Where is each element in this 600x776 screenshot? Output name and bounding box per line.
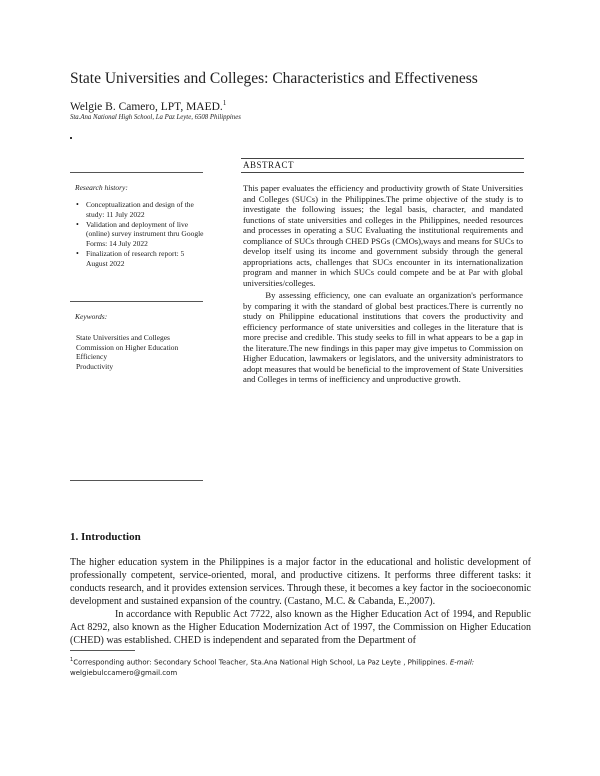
sidebar-bottom-rule xyxy=(70,480,203,481)
author-affiliation: Sta.Ana National High School, La Paz Leyte, 6508 Philippines xyxy=(70,114,241,121)
sidebar-top-rule xyxy=(70,172,203,173)
research-history-label: Research history: xyxy=(75,183,128,192)
keyword-item: Efficiency xyxy=(76,352,108,362)
abstract-top-rule xyxy=(241,158,524,159)
keyword-item: State Universities and Colleges xyxy=(76,333,170,342)
keywords-top-rule xyxy=(70,301,203,302)
keyword-item: Commission on Higher Education xyxy=(76,342,179,352)
abstract-paragraph: This paper evaluates the efficiency and productivity growth of State Universities and Colleges (SUCs) in the Philippines.The prime objective of the study is to investigate the following issues; the legal basis, character, and mandated functions of state universities and colleges in the Philippines, needed resources and processes in operating a SUC Evaluating the institutional requirements and compliance of SUCs through CHED PSGs (CMOs),ways and means for SUCs to develop itself using its income and government subsidy through the general appropriations acts, challenges that SUCs encounter in its internationalization program and manner in which SUCs could compete and be at Par with global universities/colleges. xyxy=(243,183,523,288)
research-history-item: • Finalization of research report: 5 August 2022 xyxy=(76,249,204,269)
footnote-text: Corresponding author: Secondary School Teacher, Sta.Ana National High School, La Paz Leyte , Philippines. xyxy=(73,658,448,667)
stray-dot xyxy=(70,137,72,139)
footnote-mark: 1 xyxy=(70,657,74,663)
footnote-email-label: E-mail: xyxy=(449,658,475,667)
research-history-item: • Validation and deployment of live (online) survey instrument thru Google Forms: 14 July 2022 xyxy=(76,220,204,249)
author-footnote-mark: 1 xyxy=(222,99,227,107)
footnote-rule xyxy=(70,650,135,651)
introduction-heading: 1. Introduction xyxy=(70,531,141,543)
abstract-heading-rule xyxy=(241,172,524,173)
footnote-email[interactable]: welgiebulccamero@gmail.com xyxy=(70,669,178,678)
footnote xyxy=(70,655,530,679)
paper-title: State Universities and Colleges: Characteristics and Effectiveness xyxy=(70,70,478,87)
abstract-body xyxy=(243,183,523,385)
research-history-list xyxy=(76,200,204,269)
abstract-heading: ABSTRACT xyxy=(243,160,295,170)
keywords-label: Keywords: xyxy=(75,312,108,321)
keyword-item: Productivity xyxy=(76,361,114,371)
introduction-paragraph: In accordance with Republic Act 7722, also known as the Higher Education Act of 1994, and Republic Act 8292, also known as the Higher Education Modernization Act of 1997, the Commission on Higher Education (CHED) was established. CHED is independent and separated from the Department of xyxy=(70,609,531,646)
introduction-body xyxy=(70,556,531,647)
introduction-paragraph: The higher education system in the Philippines is a major factor in the educational and holistic development of professionally competent, service-oriented, moral, and productive citizens. It performs three different tasks: it conducts research, and it provides extension services. Through these, it becomes a key factor in the socioeconomic development and sustained expansion of the country. (Castano, M.C. & Cabanda, E.,2007). xyxy=(70,557,531,607)
author-line xyxy=(70,99,226,113)
keywords-list xyxy=(76,333,206,371)
abstract-paragraph: By assessing efficiency, one can evaluate an organization's performance by comparing it with the standard of global best practices.There is currently no study on Philippine educational institutions that covers the productivity and efficiency performance of state universities and colleges in the literature that is more precise and credible. This study seeks to fill in what appears to be a gap in the literature.The new findings in this paper may give impetus to Commission on Higher Education, lawmakers or legislators, and the university administrators to adopt measures that would be beneficial to the improvement of State Universities and Colleges in terms of inefficiency and unproductive growth. xyxy=(243,290,523,384)
author-name: Welgie B. Camero, LPT, MAED. xyxy=(70,100,223,113)
research-history-item: • Conceptualization and design of the study: 11 July 2022 xyxy=(76,200,204,220)
